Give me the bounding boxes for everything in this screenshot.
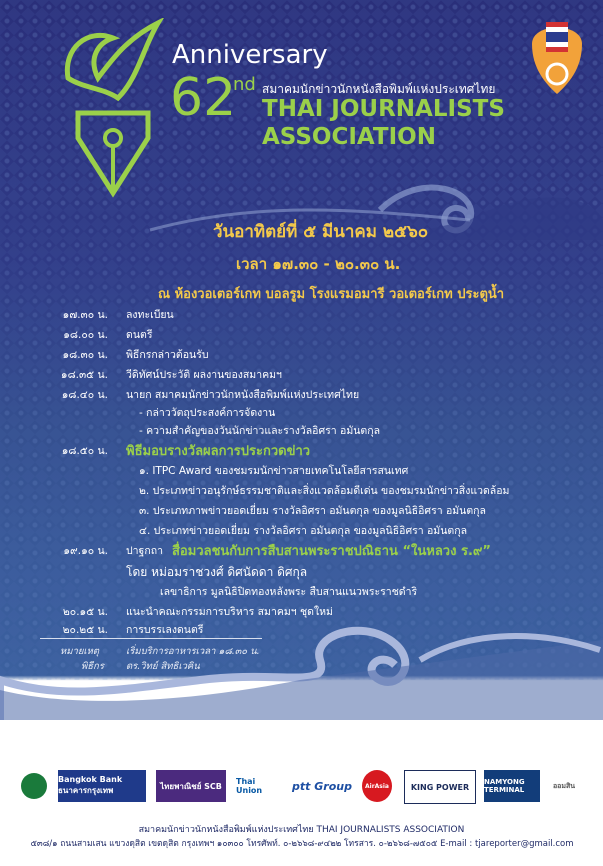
- schedule-time: ๑๘.๓๐ น.: [62, 349, 108, 361]
- schedule-desc: ๓. ประเภทภาพข่าวยอดเยี่ยม รางวัลอิศรา อมันตกุล ของมูลนิธิอิศรา อมันตกุล: [139, 505, 486, 517]
- sponsor-logo: ออมสิน: [552, 781, 576, 790]
- event-date: วันอาทิตย์ที่ ๕ มีนาคม ๒๕๖๐: [213, 222, 429, 242]
- schedule-time: ๑๘.๓๕ น.: [60, 369, 108, 381]
- schedule-desc: เลขาธิการ มูลนิธิปิดทองหลังพระ สืบสานแนวพระราชดำริ: [160, 586, 418, 598]
- sponsor-logo: [18, 770, 50, 802]
- schedule-desc: พิธีกรกล่าวต้อนรับ: [126, 349, 209, 361]
- schedule-desc: ดนตรี: [126, 329, 153, 341]
- schedule-time: ๑๘.๕๐ น.: [61, 445, 108, 457]
- anniversary-number: 62: [170, 68, 237, 128]
- mc-label: พิธีกร: [81, 661, 104, 672]
- sponsor-logo: Thai Union: [236, 777, 263, 795]
- anniversary-label: Anniversary: [172, 40, 328, 70]
- schedule-time: ๒๐.๒๕ น.: [62, 624, 108, 636]
- eng-name-line2: ASSOCIATION: [262, 124, 436, 150]
- schedule-desc: ๑. ITPC Award ของชมรมนักข่าวสายเทคโนโลยีสารสนเทศ: [139, 465, 409, 477]
- remark-label: หมายเหตุ: [60, 646, 100, 657]
- event-time: เวลา ๑๗.๓๐ - ๒๐.๓๐ น.: [236, 255, 401, 273]
- association-logo: [58, 18, 168, 198]
- schedule-desc-highlight: พิธีมอบรางวัลผลการประกวดข่าว: [126, 444, 311, 459]
- schedule-time: ๑๘.๔๐ น.: [61, 389, 108, 401]
- schedule-desc: วีดิทัศน์ประวัติ ผลงานของสมาคมฯ: [126, 369, 282, 381]
- footer-title: สมาคมนักข่าวนักหนังสือพิมพ์แห่งประเทศไทย THAI JOURNALISTS ASSOCIATION: [138, 825, 465, 835]
- schedule-time: ๑๘.๐๐ น.: [63, 329, 108, 341]
- sponsor-logo: Bangkok Bank ธนาคารกรุงเทพ: [58, 770, 146, 802]
- schedule-desc: - ความสำคัญของวันนักข่าวและรางวัลอิศรา อมันตกุล: [139, 425, 381, 437]
- schedule-desc: แนะนำคณะกรรมการบริหาร สมาคมฯ ชุดใหม่: [126, 606, 333, 618]
- schedule-desc: ปาฐกถา: [126, 545, 163, 557]
- schedule-desc: - กล่าววัตถุประสงค์การจัดงาน: [139, 407, 276, 419]
- schedule-time: ๒๐.๑๕ น.: [62, 606, 108, 618]
- sponsor-logo: ptt Group: [292, 779, 352, 793]
- schedule-time: ๑๗.๓๐ น.: [62, 309, 108, 321]
- schedule-desc: การบรรเลงดนตรี: [126, 624, 204, 636]
- remark-text: เริ่มบริการอาหารเวลา ๑๘.๓๐ น.: [126, 646, 260, 657]
- eng-name-line1: THAI JOURNALISTS: [262, 96, 505, 122]
- schedule-desc: ๒. ประเภทข่าวอนุรักษ์ธรรมชาติและสิ่งแวดล้อมดีเด่น ของชมรมนักข่าวสิ่งแวดล้อม: [139, 485, 510, 497]
- schedule-time: ๑๙.๑๐ น.: [63, 545, 108, 557]
- schedule-desc: นายก สมาคมนักข่าวนักหนังสือพิมพ์แห่งประเทศไทย: [126, 389, 360, 401]
- mc-text: ดร.วิทย์ สิทธิเวคิน: [126, 661, 200, 672]
- sponsor-logo: AirAsia: [362, 770, 392, 802]
- schedule-desc: โดย หม่อมราชวงศ์ ดิศนัดดา ดิศกุล: [126, 565, 308, 579]
- schedule-desc: ๔. ประเภทข่าวยอดเยี่ยม รางวัลอิศรา อมันตกุล ของมูลนิธิอิศรา อมันตกุล: [139, 525, 468, 537]
- sponsor-logo: ไทยพาณิชย์ SCB: [156, 770, 226, 802]
- anniversary-suffix: nd: [233, 74, 256, 95]
- schedule-desc: ลงทะเบียน: [126, 309, 174, 321]
- thai-association-name: สมาคมนักข่าวนักหนังสือพิมพ์แห่งประเทศไทย: [262, 82, 496, 96]
- journalist-day-badge: [528, 14, 586, 96]
- footer-address: ๕๓๘/๑ ถนนสามเสน แขวงดุสิต เขตดุสิต กรุงเทพฯ ๑๐๓๐๐ โทรศัพท์. ๐-๒๖๖๘-๙๔๒๒ โทรสาร. ๐-๒๖๖๘-๗๕๐๕ E-mail : tjareporter@gmail.com: [30, 839, 574, 849]
- event-venue: ณ ห้องวอเตอร์เกท บอลรูม โรงแรมอมารี วอเตอร์เกท ประตูน้ำ: [158, 287, 505, 302]
- divider: [40, 638, 262, 639]
- keynote-title: สื่อมวลชนกับการสืบสานพระราชปณิธาน “ในหลวง ร.๙”: [172, 544, 491, 559]
- sponsor-logo: KING POWER: [404, 770, 476, 804]
- sponsor-logo: NAMYONG TERMINAL: [484, 770, 540, 802]
